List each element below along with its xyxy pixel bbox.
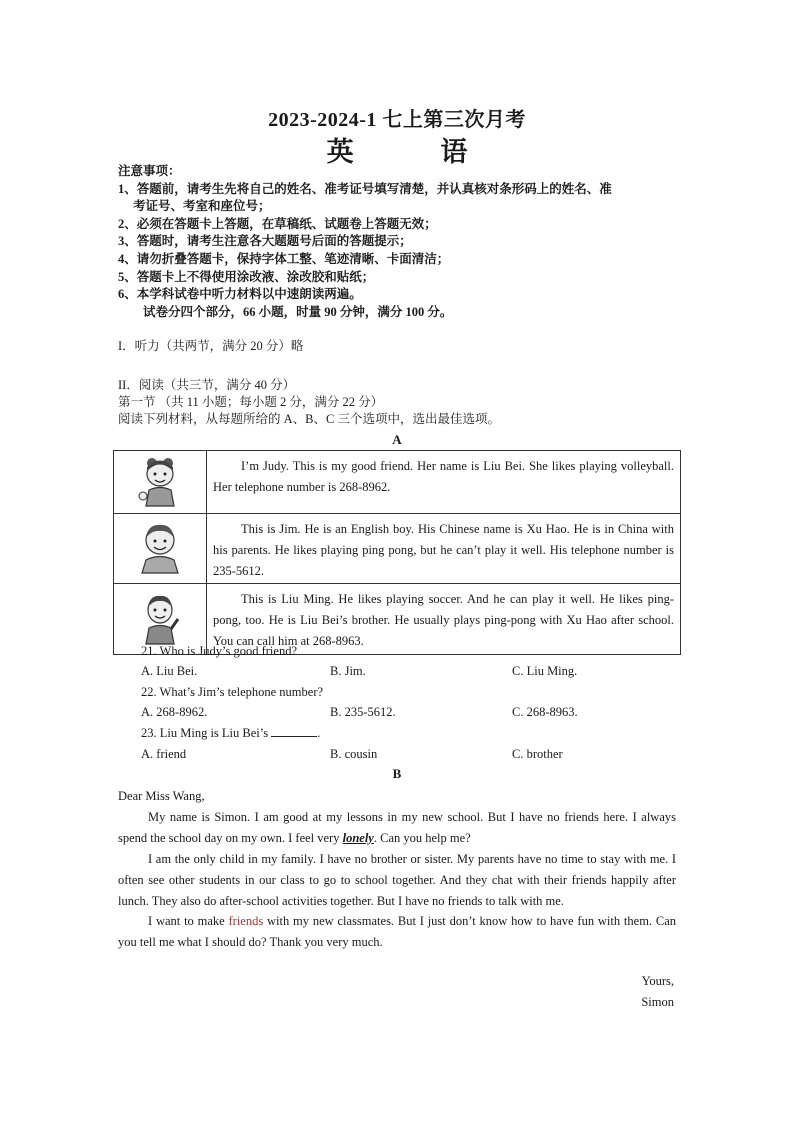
note-item: 1、答题前，请考生先将自己的姓名、准考证号填写清楚，并认真核对条形码上的姓名、准 [118, 181, 612, 196]
note-item: 2、必须在答题卡上答题，在草稿纸、试题卷上答题无效； [118, 216, 437, 231]
part2-heading: II．阅读（共三节，满分 40 分） [118, 378, 296, 392]
q23-option-a: A. friend [141, 747, 187, 761]
note-item: 6、本学科试卷中听力材料以中速朗读两遍。 [118, 287, 362, 302]
notes-block [118, 163, 678, 321]
q23-option-c: C. brother [512, 747, 563, 761]
judy-avatar [114, 451, 207, 514]
note-item: 考证号、考室和座位号； [133, 199, 271, 214]
letter-salutation: Dear Miss Wang, [118, 789, 205, 803]
letter-closing: Yours, [641, 974, 674, 988]
friends-word: friends [228, 914, 264, 929]
answer-blank [271, 724, 317, 737]
passage-a-row-2: This is Jim. He is an English boy. His Chinese name is Xu Hao. He is in China with his parents. He likes playing ping pong, but he can’t play it well. His telephone number is 235-5612. [207, 514, 681, 584]
notes-heading: 注意事项： [118, 164, 181, 178]
letter-paragraph-1: My name is Simon. I am good at my lessons in my new school. But I have no friends here. I always spend the school day on my own. I feel very lonely. Can you help me? [118, 809, 676, 845]
exam-title: 2023-2024-1 七上第三次月考 [268, 109, 526, 131]
q22-option-c: C. 268-8963. [512, 705, 578, 719]
table-row [114, 514, 681, 584]
q21-option-a: A. Liu Bei. [141, 664, 198, 678]
q21-option-b: B. Jim. [330, 664, 366, 678]
letter-paragraph-2: I am the only child in my family. I have no brother or sister. My parents have no time to stay with me. I often see other students in our class to go to school together. And they chat with their friends happily after lunch. They also do after-school activities together. But I have no friends to talk with me. [118, 851, 676, 908]
q23-option-b: B. cousin [330, 747, 378, 761]
passage-b-label: B [392, 766, 402, 781]
note-item: 3、答题时，请考生注意各大题题号后面的答题提示； [118, 234, 412, 249]
passage-a-label: A [392, 432, 402, 447]
passage-a-table [113, 450, 681, 655]
part1-heading: I．听力（共两节，满分 20 分）略 [118, 339, 304, 353]
q21-option-c: C. Liu Ming. [512, 664, 578, 678]
section1-heading: 第一节 （共 11 小题；每小题 2 分，满分 22 分） [118, 395, 384, 409]
q22-option-b: B. 235-5612. [330, 705, 396, 719]
note-item: 4、请勿折叠答题卡，保持字体工整、笔迹清晰、卡面清洁； [118, 251, 450, 266]
lonely-word: lonely [342, 830, 374, 845]
letter-paragraph-3: I want to make friends with my new classmates. But I just don’t know how to have fun with them. Can you tell me what I should do? Thank you very much. [118, 914, 676, 950]
reading-instruction: 阅读下列材料，从每题所给的 A、B、C 三个选项中，选出最佳选项。 [118, 412, 500, 426]
passage-a-row-1: I’m Judy. This is my good friend. Her name is Liu Bei. She likes playing volleyball. Her telephone number is 268-8962. [207, 451, 681, 514]
question-22: 22. What’s Jim’s telephone number? [141, 685, 324, 699]
jim-avatar [114, 514, 207, 584]
table-row [114, 451, 681, 514]
note-item: 5、答题卡上不得使用涂改液、涂改胶和贴纸； [118, 269, 375, 284]
letter-signature: Simon [641, 995, 674, 1009]
question-21: 21. Who is Judy’s good friend? [141, 644, 298, 658]
passage-a-row-3: This is Liu Ming. He likes playing soccer. And he can play it well. He likes ping-pong, too. He is Liu Bei’s brother. He usually plays ping-pong with Xu Hao after school. You can call him at 268-8963. [207, 584, 681, 654]
notes-summary: 试卷分四个部分，66 小题，时量 90 分钟，满分 100 分。 [143, 304, 453, 319]
subject-title: 英 语 [326, 137, 508, 167]
letter-body [118, 786, 676, 953]
q22-option-a: A. 268-8962. [141, 705, 208, 719]
question-23: 23. Liu Ming is Liu Bei’s . [141, 726, 321, 740]
